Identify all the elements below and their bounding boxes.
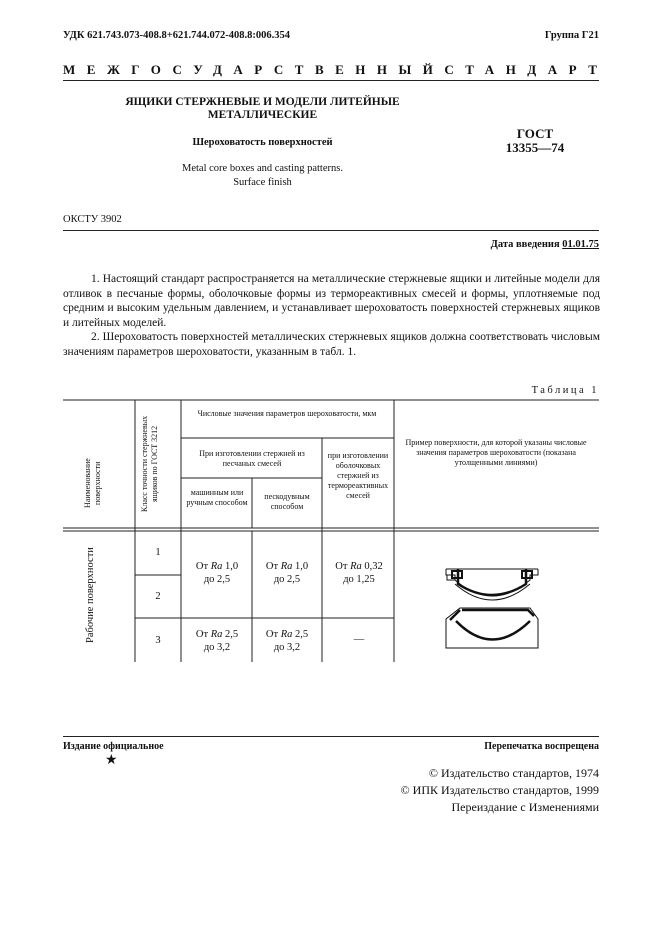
header-accuracy-class: Класс точности стержневых ящиков по ГОСТ 3212 — [140, 415, 159, 513]
header-shell-cores: при изготовлении оболочковых стержней из термореактивных смесей — [327, 451, 389, 500]
class-2: 2 — [155, 591, 161, 602]
header-blowing: пескодувным способом — [264, 492, 310, 511]
udk-code: УДК 621.743.073-408.8+621.744.072-408.8:006.354 — [63, 30, 290, 41]
copyright-1999: © ИПК Издательство стандартов, 1999 — [400, 783, 599, 797]
copyright-1974: © Издательство стандартов, 1974 — [428, 766, 599, 780]
title-line-2: МЕТАЛЛИЧЕСКИЕ — [207, 109, 318, 121]
value-blowing-class-3: От Ra 2,5 до 3,2 — [265, 629, 309, 653]
date-label: Дата введения — [490, 239, 563, 250]
class-1: 1 — [155, 547, 161, 558]
gost-code: 13355—74 — [505, 140, 565, 155]
okstu-code: ОКСТУ 3902 — [63, 214, 122, 225]
standard-subtitle: Шероховатость поверхностей — [192, 137, 333, 148]
paragraph-2: 2. Шероховатость поверхностей металлических стержневых ящиков должна соответствовать числовым значениям параметров шероховатости, указанным в табл. 1. — [63, 331, 600, 358]
reprint-prohibited: Перепечатка воспрещена — [484, 741, 599, 752]
group-code: Группа Г21 — [544, 30, 599, 41]
value-blowing-class-1-2: От Ra 1,0 до 2,5 — [265, 561, 309, 585]
table-label: Таблица 1 — [531, 385, 599, 396]
title-line-1: ЯЩИКИ СТЕРЖНЕВЫЕ И МОДЕЛИ ЛИТЕЙНЫЕ — [125, 96, 400, 108]
class-3: 3 — [155, 635, 161, 646]
value-shell-class-3: — — [353, 634, 365, 645]
header-numeric-values: Числовые значения параметров шероховатости, мкм — [197, 409, 377, 418]
banner-word-2: СТАНДАРТ — [444, 62, 609, 77]
footer-rule — [63, 736, 599, 737]
paragraph-1: 1. Настоящий стандарт распространяется на металлические стержневые ящики и литейные модели для отливок в песчаные формы, оболочковые формы из термореактивных смесей и формы, уплотняемые под средним и высоким удельным давлением, и устанавливает шероховатость поверхностей стержневых ящиков и литейных моделей. — [63, 273, 600, 329]
value-machine-class-3: От Ra 2,5 до 3,2 — [195, 629, 239, 653]
header-sand-mixes: При изготовлении стержней из песчаных смесей — [199, 449, 305, 468]
banner-word-1: МЕЖГОСУДАРСТВЕННЫЙ — [63, 62, 445, 77]
header-example: Пример поверхности, для которой указаны числовые значения параметров шероховатости (показана утолщенными линиями) — [405, 438, 587, 467]
official-edition: Издание официальное — [63, 741, 164, 752]
header-surface-name: Наименование поверхности — [83, 458, 102, 508]
row-group-working-surfaces: Рабочие поверхности — [85, 547, 96, 643]
english-title-line-1: Metal core boxes and casting patterns. — [182, 163, 343, 174]
value-machine-class-1-2: От Ra 1,0 до 2,5 — [195, 561, 239, 585]
date-value: 01.01.75 — [562, 239, 599, 250]
value-shell-class-1-2: От Ra 0,32 до 1,25 — [335, 561, 383, 585]
english-title-line-2: Surface finish — [233, 177, 292, 188]
reprint-note: Переиздание с Изменениями — [451, 800, 599, 814]
header-machine-manual: машинным или ручным способом — [186, 488, 248, 507]
gost-label: ГОСТ — [516, 126, 554, 141]
core-box-drawing — [446, 569, 538, 648]
star-mark: ★ — [105, 753, 118, 768]
